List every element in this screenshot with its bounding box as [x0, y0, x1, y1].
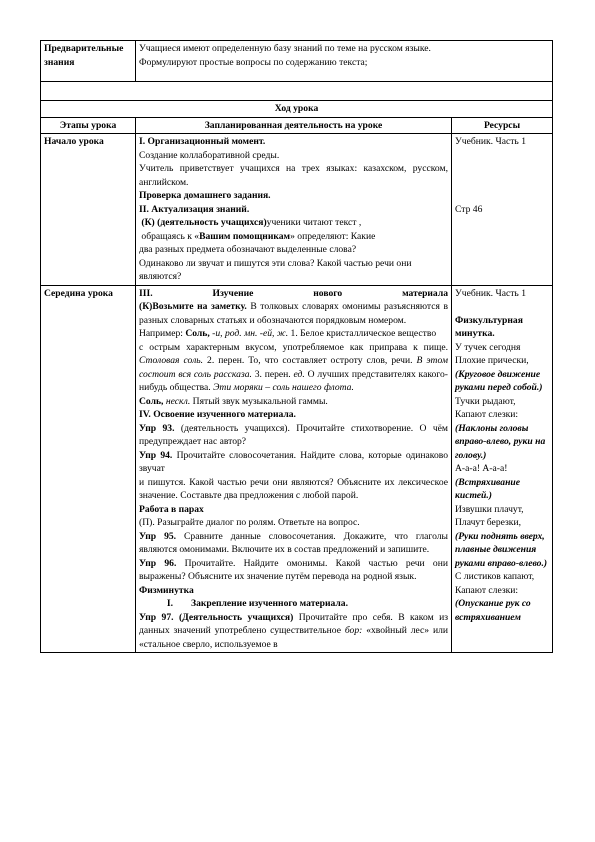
exercise-97: Упр 97. (Деятельность учащихся) Прочитайте про себя. В каком из данных значений употреблено существительное бор: «хвойный лес» или «стальное сверло, используемое в [139, 611, 449, 650]
helpers-line: обращаясь к «Вашим помощникам» определяют: Какие [141, 230, 376, 242]
prereq-line-1: Учащиеся имеют определенную базу знаний по теме на русском языке. [139, 43, 431, 54]
header-stages: Этапы урока [41, 117, 136, 134]
course-title: Ход урока [41, 101, 553, 118]
actualization: II. Актуализация знаний. [139, 203, 250, 215]
question-2: Одинаково ли звучат и пишутся эти слова? Какой частью речи они являются? [139, 257, 412, 282]
prereq-row [41, 41, 553, 82]
pair-work: Работа в парах [139, 503, 204, 515]
prereq-line-2: Формулируют простые вопросы по содержанию текста; [139, 56, 368, 68]
collab-env: Создание коллаборативной среды. [139, 149, 280, 161]
fizminutka: Физминутка [139, 584, 194, 596]
exercise-96: Упр 96. Прочитайте. Найдите омонимы. Какой частью речи они выражены? Объясните их значение путём перевода на родной язык. [139, 557, 448, 582]
homework-check: Проверка домашнего задания. [139, 190, 271, 201]
teacher-greets: Учитель приветствует учащихся на трех языках: казахском, русском, английском. [139, 163, 448, 188]
exercise-93: Упр 93. (деятельность учащихся). Прочитайте стихотворение. О чём предупреждает нас автор? [139, 422, 448, 447]
header-activity: Запланированная деятельность на уроке [136, 117, 452, 134]
middle-activity [136, 285, 452, 653]
spacer-row [41, 82, 553, 101]
question-1: два разных предмета обозначают выделенные слова? [139, 244, 357, 255]
consolidation-heading: I. Закрепление изученного материала. [166, 598, 348, 609]
middle-resources: Учебник. Часть 1 Физкультурная минутка. У тучек сегодня Плохие прически, (Круговое движение руками перед собой.) Тучки рыдают, Капают слезки: (Наклоны головы вправо-влево, руки на голову.) А-а-а! А-а-а! (Встряхивание кистей.) Извушки плачут, Плачут березки, (Руки поднять вверх, плавные движения руками вправо-влево.) С листиков капают, Капают слезки: (Опускание рук со встряхиванием [452, 285, 553, 653]
mid-res-textbook: Учебник. Часть 1 [455, 287, 526, 299]
header-resources: Ресурсы [452, 117, 553, 134]
prereq-label: Предварительные знания [41, 41, 136, 82]
exercise-94: Упр 94. Прочитайте словосочетания. Найдите слова, которые одинаково звучат [139, 449, 448, 474]
students-read: (К) (деятельность учащихся)ученики читают текст , [141, 217, 362, 228]
lesson-plan-table [40, 40, 553, 653]
prereq-text [136, 41, 553, 82]
header-row [41, 117, 553, 134]
org-moment: I. Организационный момент. [139, 136, 266, 147]
new-material-heading: III. Изучение нового материала [139, 287, 448, 299]
exercise-94-cont: и пишутся. Какой частью речи они являются? Объясните их лексическое значение. Составьте два предложения с любой парой. [139, 476, 448, 501]
start-row [41, 134, 553, 286]
dialog-task: (П). Разыграйте диалог по ролям. Ответьте на вопрос. [139, 517, 360, 528]
start-res-page: Стр 46 [455, 203, 483, 215]
sol-definition: с острым характерным вкусом, употребляемое как приправа к пище. Столовая соль. 2. перен. То, что составляет остроту слов, речи. В этом состоит вся соль рассказа. 3. перен. ед. О лучших представителях какого-нибудь общества. Эти моряки – соль нашего флота. [139, 341, 448, 393]
sol-note: Соль, нескл. Пятый звук музыкальной гаммы. [139, 395, 328, 407]
start-resources [452, 134, 553, 286]
take-note: (К)Возьмите на заметку. В толковых словарях омонимы разъясняются в разных словарных статьях и обозначаются порядковым номером. [139, 301, 448, 326]
middle-row [41, 285, 553, 653]
start-stage: Начало урока [41, 134, 136, 286]
mastering-heading: IV. Освоение изученного материала. [139, 409, 296, 420]
exercise-95: Упр 95. Сравните данные словосочетания. Докажите, что глаголы являются омонимами. Включите их в состав предложений и запишите. [139, 530, 449, 555]
start-activity [136, 134, 452, 286]
start-res-textbook: Учебник. Часть 1 [455, 136, 526, 147]
example-sol: Например: Соль, -и, род. мн. -ей, ж. 1. Белое кристаллическое вещество [139, 328, 437, 339]
course-title-row [41, 101, 553, 118]
fiz-title: Физкультурная минутка. [455, 314, 523, 339]
lesson-plan-page [40, 40, 552, 653]
middle-stage: Середина урока [41, 285, 136, 653]
